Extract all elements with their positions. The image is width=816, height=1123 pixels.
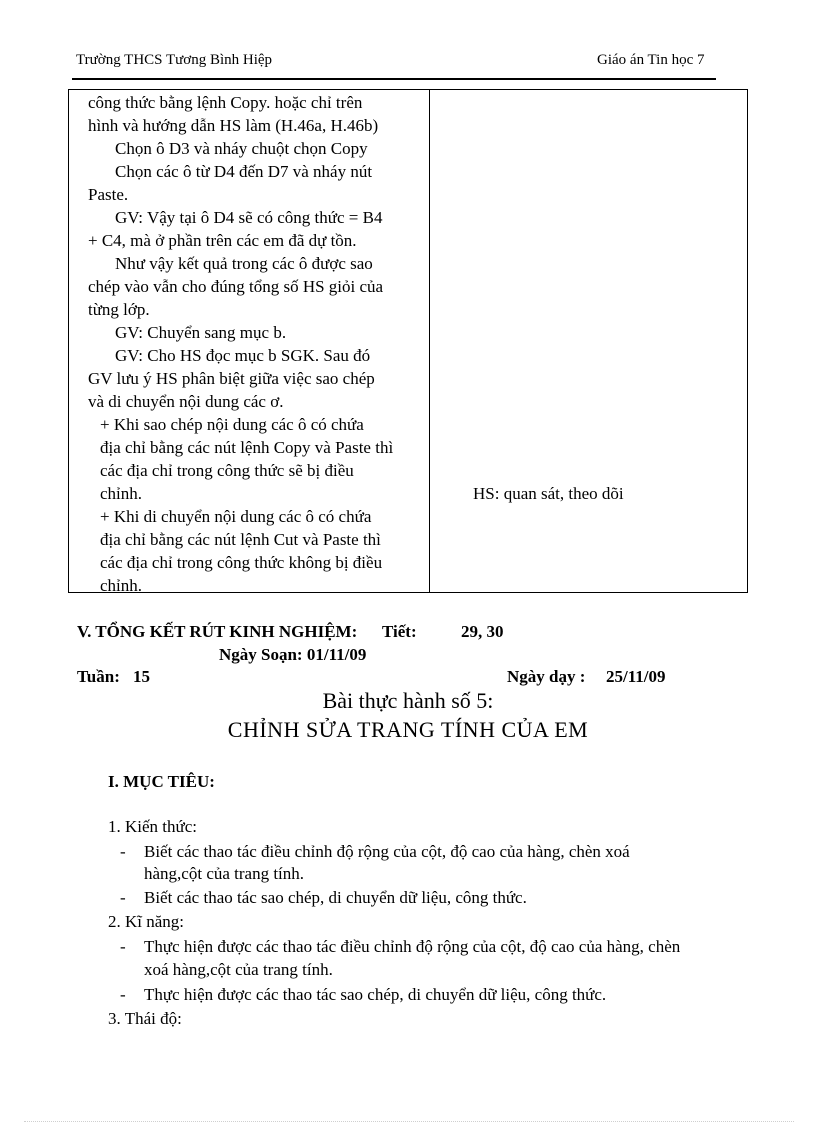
table-left-line: các địa chỉ trong công thức không bị điều: [100, 553, 383, 572]
objective-line: 3. Thái độ:: [108, 1009, 182, 1028]
table-left-line: địa chỉ bằng các nút lệnh Cut và Paste thì: [100, 530, 381, 549]
objective-bullet: -: [120, 842, 126, 861]
objective-line: Biết các thao tác điều chỉnh độ rộng của cột, độ cao của hàng, chèn xoá: [144, 842, 630, 861]
lesson-title-line1: Bài thực hành số 5:: [322, 688, 494, 713]
table-left-line: các địa chỉ trong công thức sẽ bị điều: [100, 461, 354, 480]
lesson-title-line2: CHỈNH SỬA TRANG TÍNH CỦA EM: [227, 717, 589, 742]
objective-line: Thực hiện được các thao tác điều chỉnh độ rộng của cột, độ cao của hàng, chèn: [144, 937, 681, 956]
objective-bullet: -: [120, 888, 126, 907]
objective-bullet: -: [120, 985, 126, 1004]
table-left-line: chỉnh.: [100, 484, 143, 503]
objective-line: hàng,cột của trang tính.: [144, 864, 305, 883]
table-left-line: Chọn các ô từ D4 đến D7 và nháy nút: [115, 162, 373, 181]
table-left-line: Paste.: [88, 185, 129, 204]
table-left-line: GV lưu ý HS phân biệt giữa việc sao chép: [88, 369, 375, 388]
tiet-value: 29, 30: [461, 622, 504, 641]
objective-line: Biết các thao tác sao chép, di chuyển dữ liệu, công thức.: [144, 888, 527, 907]
ngay-day-label: Ngày dạy :: [507, 667, 586, 686]
table-left-line: + Khi sao chép nội dung các ô có chứa: [100, 415, 364, 434]
tiet-label: Tiết:: [382, 622, 417, 641]
header-subject: Giáo án Tin học 7: [597, 52, 705, 68]
ngay-day-value: 25/11/09: [606, 667, 666, 686]
table-left-line: Chọn ô D3 và nháy chuột chọn Copy: [115, 139, 368, 158]
table-column-divider: [429, 90, 430, 592]
table-left-line: và di chuyển nội dung các ơ.: [88, 392, 284, 411]
objective-line: 1. Kiến thức:: [108, 817, 198, 836]
objective-line: 2. Kĩ năng:: [108, 912, 185, 931]
table-left-line: GV: Chuyển sang mục b.: [115, 323, 287, 342]
table-left-line: chép vào vẫn cho đúng tổng số HS giỏi của: [88, 277, 384, 296]
table-left-line: + Khi di chuyển nội dung các ô có chứa: [100, 507, 372, 526]
objective-line: xoá hàng,cột của trang tính.: [144, 960, 333, 979]
objective-bullet: -: [120, 937, 126, 956]
objectives-heading: I. MỤC TIÊU:: [108, 772, 215, 791]
table-left-line: chỉnh.: [100, 576, 143, 595]
table-left-line: + C4, mà ở phần trên các em đã dự tồn.: [88, 231, 357, 250]
tuan-value: 15: [133, 667, 150, 686]
table-right-text: HS: quan sát, theo dõi: [473, 484, 624, 503]
summary-heading: V. TỔNG KẾT RÚT KINH NGHIỆM:: [77, 622, 358, 641]
objective-line: Thực hiện được các thao tác sao chép, di chuyển dữ liệu, công thức.: [144, 985, 607, 1004]
table-left-line: Như vậy kết quả trong các ô được sao: [115, 254, 373, 273]
page-bottom-border: [24, 1121, 794, 1122]
table-left-line: công thức bằng lệnh Copy. hoặc chỉ trên: [88, 93, 363, 112]
table-left-line: hình và hướng dẫn HS làm (H.46a, H.46b): [88, 116, 379, 135]
header-school: Trường THCS Tương Bình Hiệp: [76, 52, 273, 68]
lesson-table: [68, 89, 748, 593]
table-left-line: từng lớp.: [88, 300, 150, 319]
ngay-soan: Ngày Soạn: 01/11/09: [219, 645, 367, 664]
tuan-label: Tuần:: [77, 667, 120, 686]
table-left-line: GV: Vậy tại ô D4 sẽ có công thức = B4: [115, 208, 383, 227]
header-divider: [72, 78, 716, 80]
table-left-line: địa chỉ bằng các nút lệnh Copy và Paste thì: [100, 438, 394, 457]
table-left-line: GV: Cho HS đọc mục b SGK. Sau đó: [115, 346, 371, 365]
